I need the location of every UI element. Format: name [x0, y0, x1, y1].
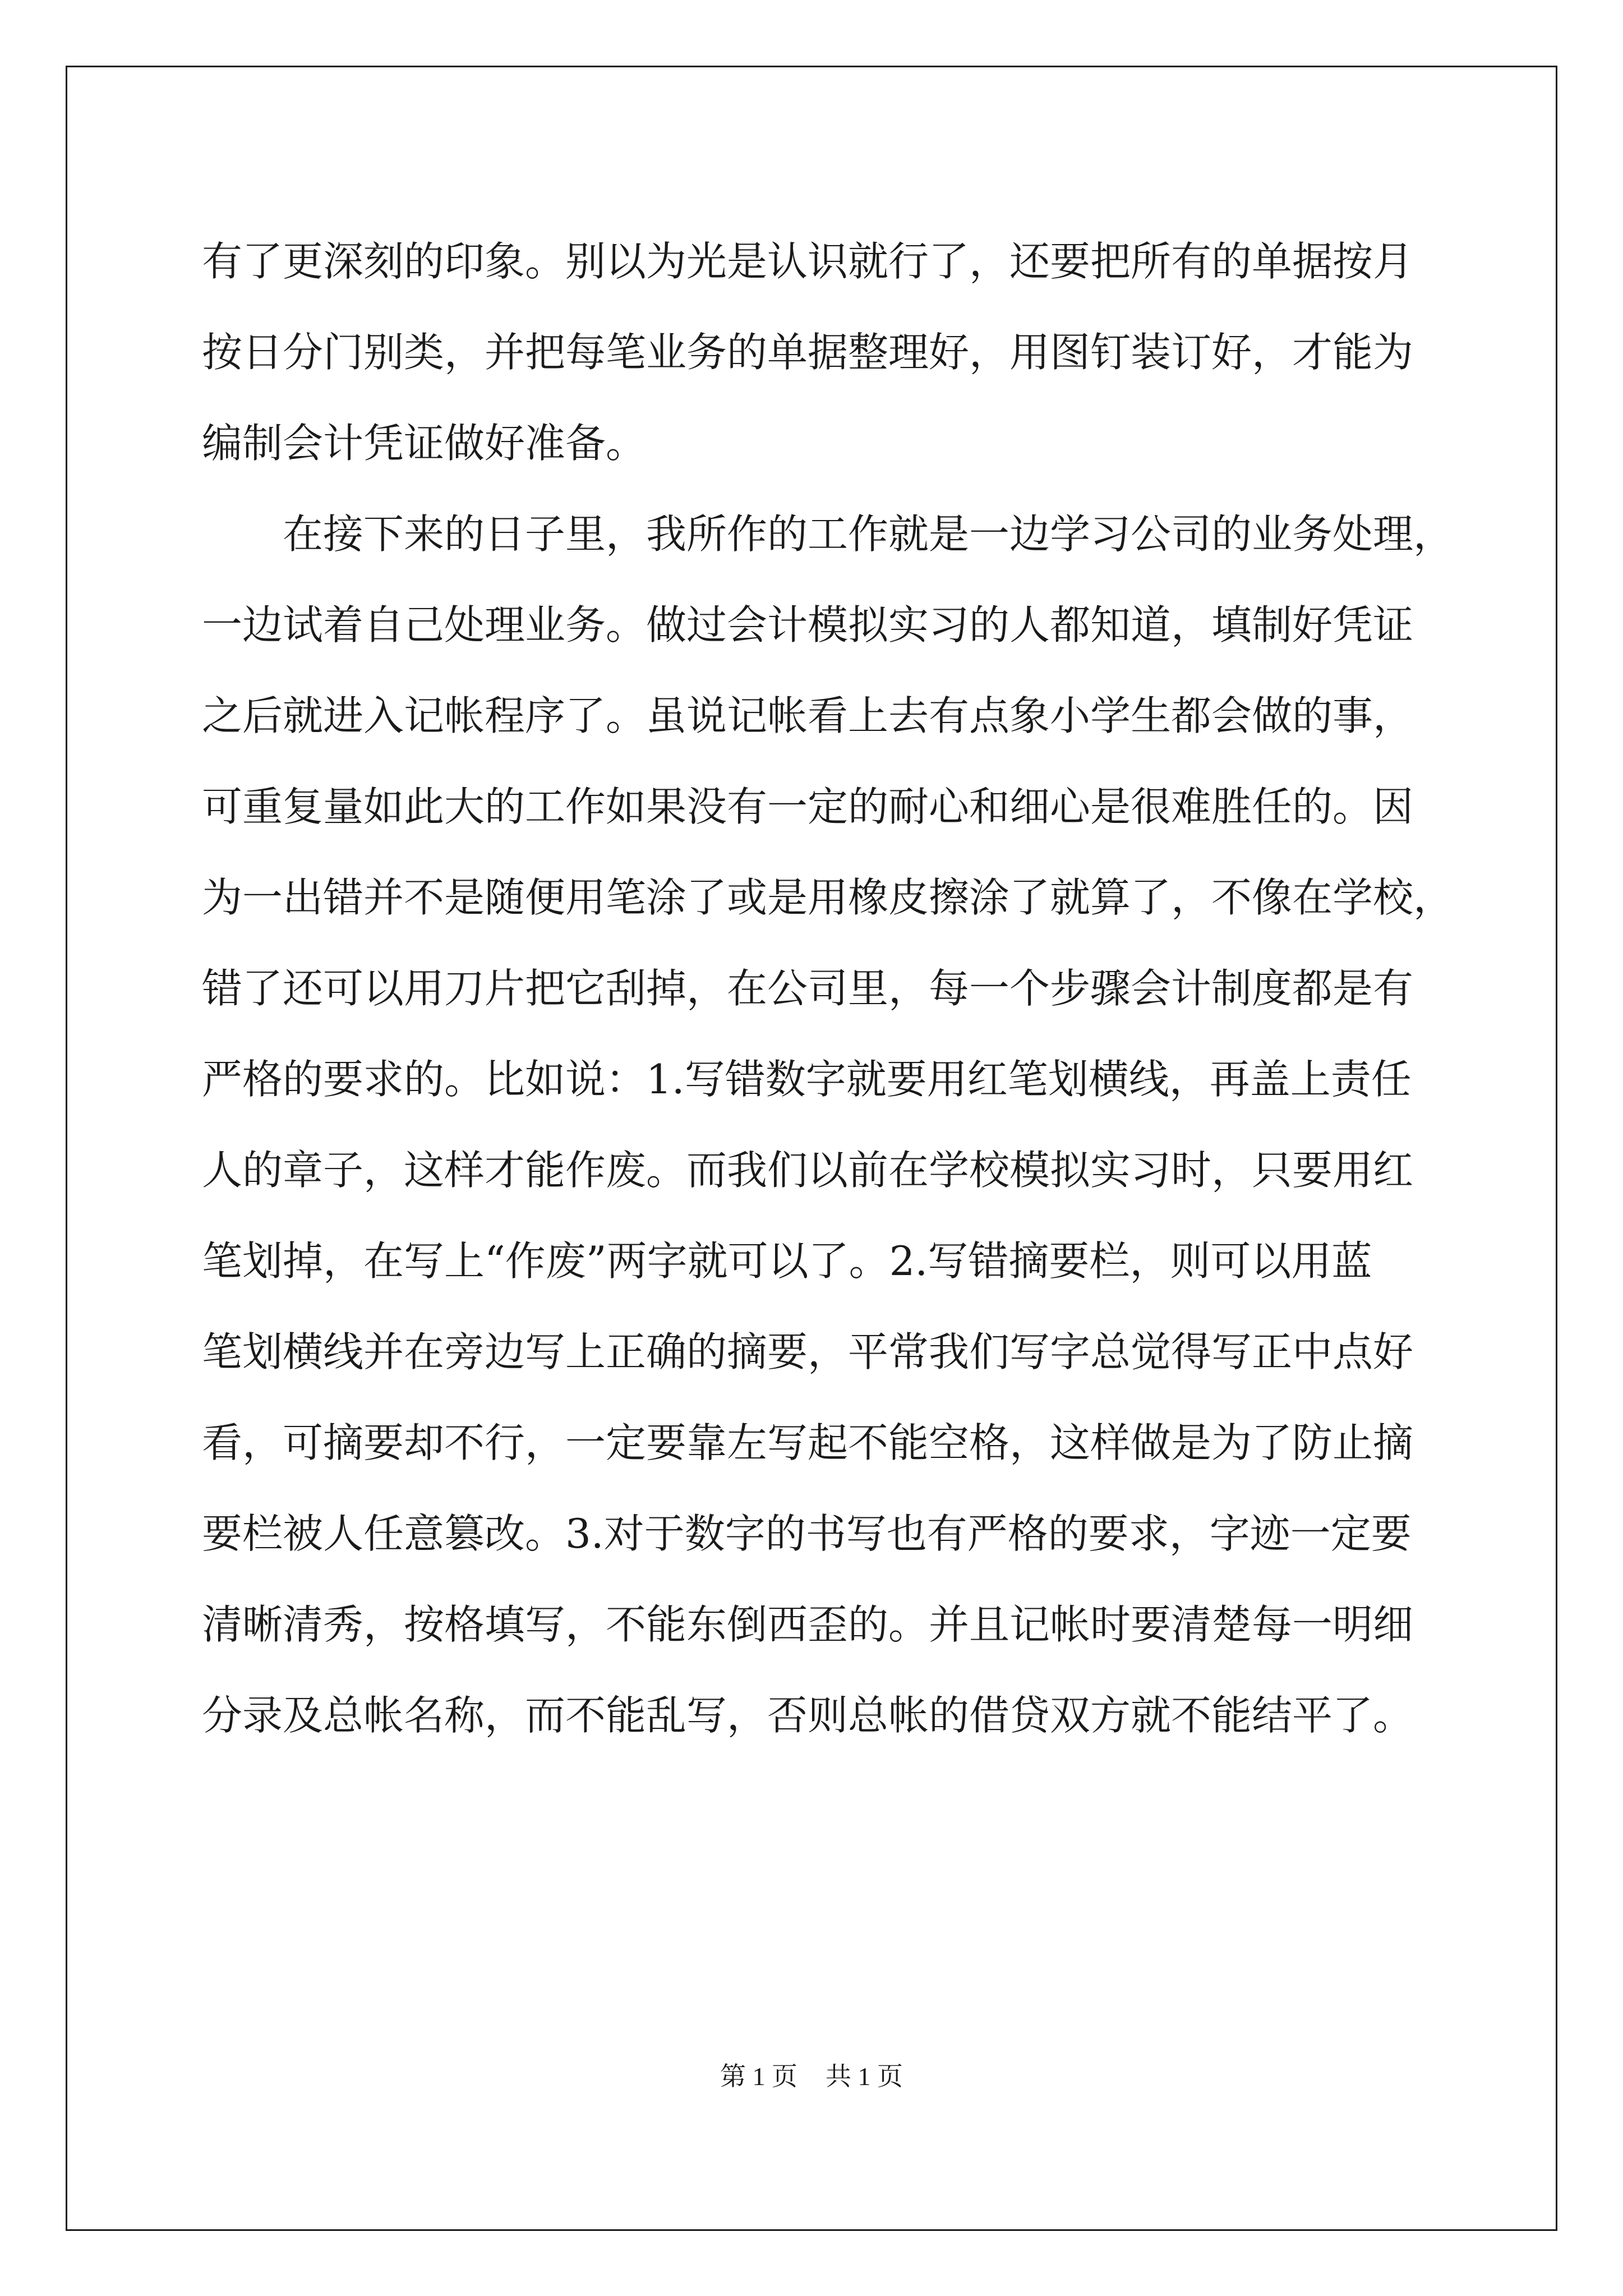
text-line: 要栏被人任意篡改。3.对于数字的书写也有严格的要求，字迹一定要 — [202, 1510, 1412, 1557]
text-line: 编制会计凭证做好准备。 — [202, 420, 647, 467]
page-total: 共 1 页 — [826, 2062, 903, 2091]
text-line: 分录及总帐名称，而不能乱写，否则总帐的借贷双方就不能结平了。 — [202, 1692, 1414, 1739]
text-line: 有了更深刻的印象。别以为光是认识就行了，还要把所有的单据按月 — [202, 238, 1414, 285]
text-line: 严格的要求的。比如说：1.写错数字就要用红笔划横线，再盖上责任 — [202, 1056, 1412, 1103]
text-line: 之后就进入记帐程序了。虽说记帐看上去有点象小学生都会做的事， — [202, 692, 1414, 739]
text-line: 笔划横线并在旁边写上正确的摘要，平常我们写字总觉得写正中点好 — [202, 1328, 1414, 1375]
text-line: 错了还可以用刀片把它刮掉，在公司里，每一个步骤会计制度都是有 — [202, 965, 1414, 1012]
text-line: 可重复量如此大的工作如果没有一定的耐心和细心是很难胜任的。因 — [202, 783, 1414, 830]
text-line: 为一出错并不是随便用笔涂了或是用橡皮擦涂了就算了，不像在学校， — [202, 874, 1454, 921]
text-line: 笔划掉，在写上“作废”两字就可以了。2.写错摘要栏，则可以用蓝 — [202, 1237, 1372, 1285]
text-line: 人的章子，这样才能作废。而我们以前在学校模拟实习时，只要用红 — [202, 1147, 1414, 1194]
page-footer — [0, 2056, 1623, 2093]
text-line: 清晰清秀，按格填写，不能东倒西歪的。并且记帐时要清楚每一明细 — [202, 1601, 1414, 1648]
paragraph-start-line: 在接下来的日子里，我所作的工作就是一边学习公司的业务处理， — [283, 510, 1454, 558]
text-line: 看，可摘要却不行，一定要靠左写起不能空格，这样做是为了防止摘 — [202, 1419, 1414, 1466]
document-body — [202, 216, 1454, 1761]
text-line: 一边试着自己处理业务。做过会计模拟实习的人都知道，填制好凭证 — [202, 601, 1414, 648]
text-line: 按日分门别类，并把每笔业务的单据整理好，用图钉装订好，才能为 — [202, 329, 1414, 376]
page-number: 第 1 页 — [720, 2062, 797, 2091]
